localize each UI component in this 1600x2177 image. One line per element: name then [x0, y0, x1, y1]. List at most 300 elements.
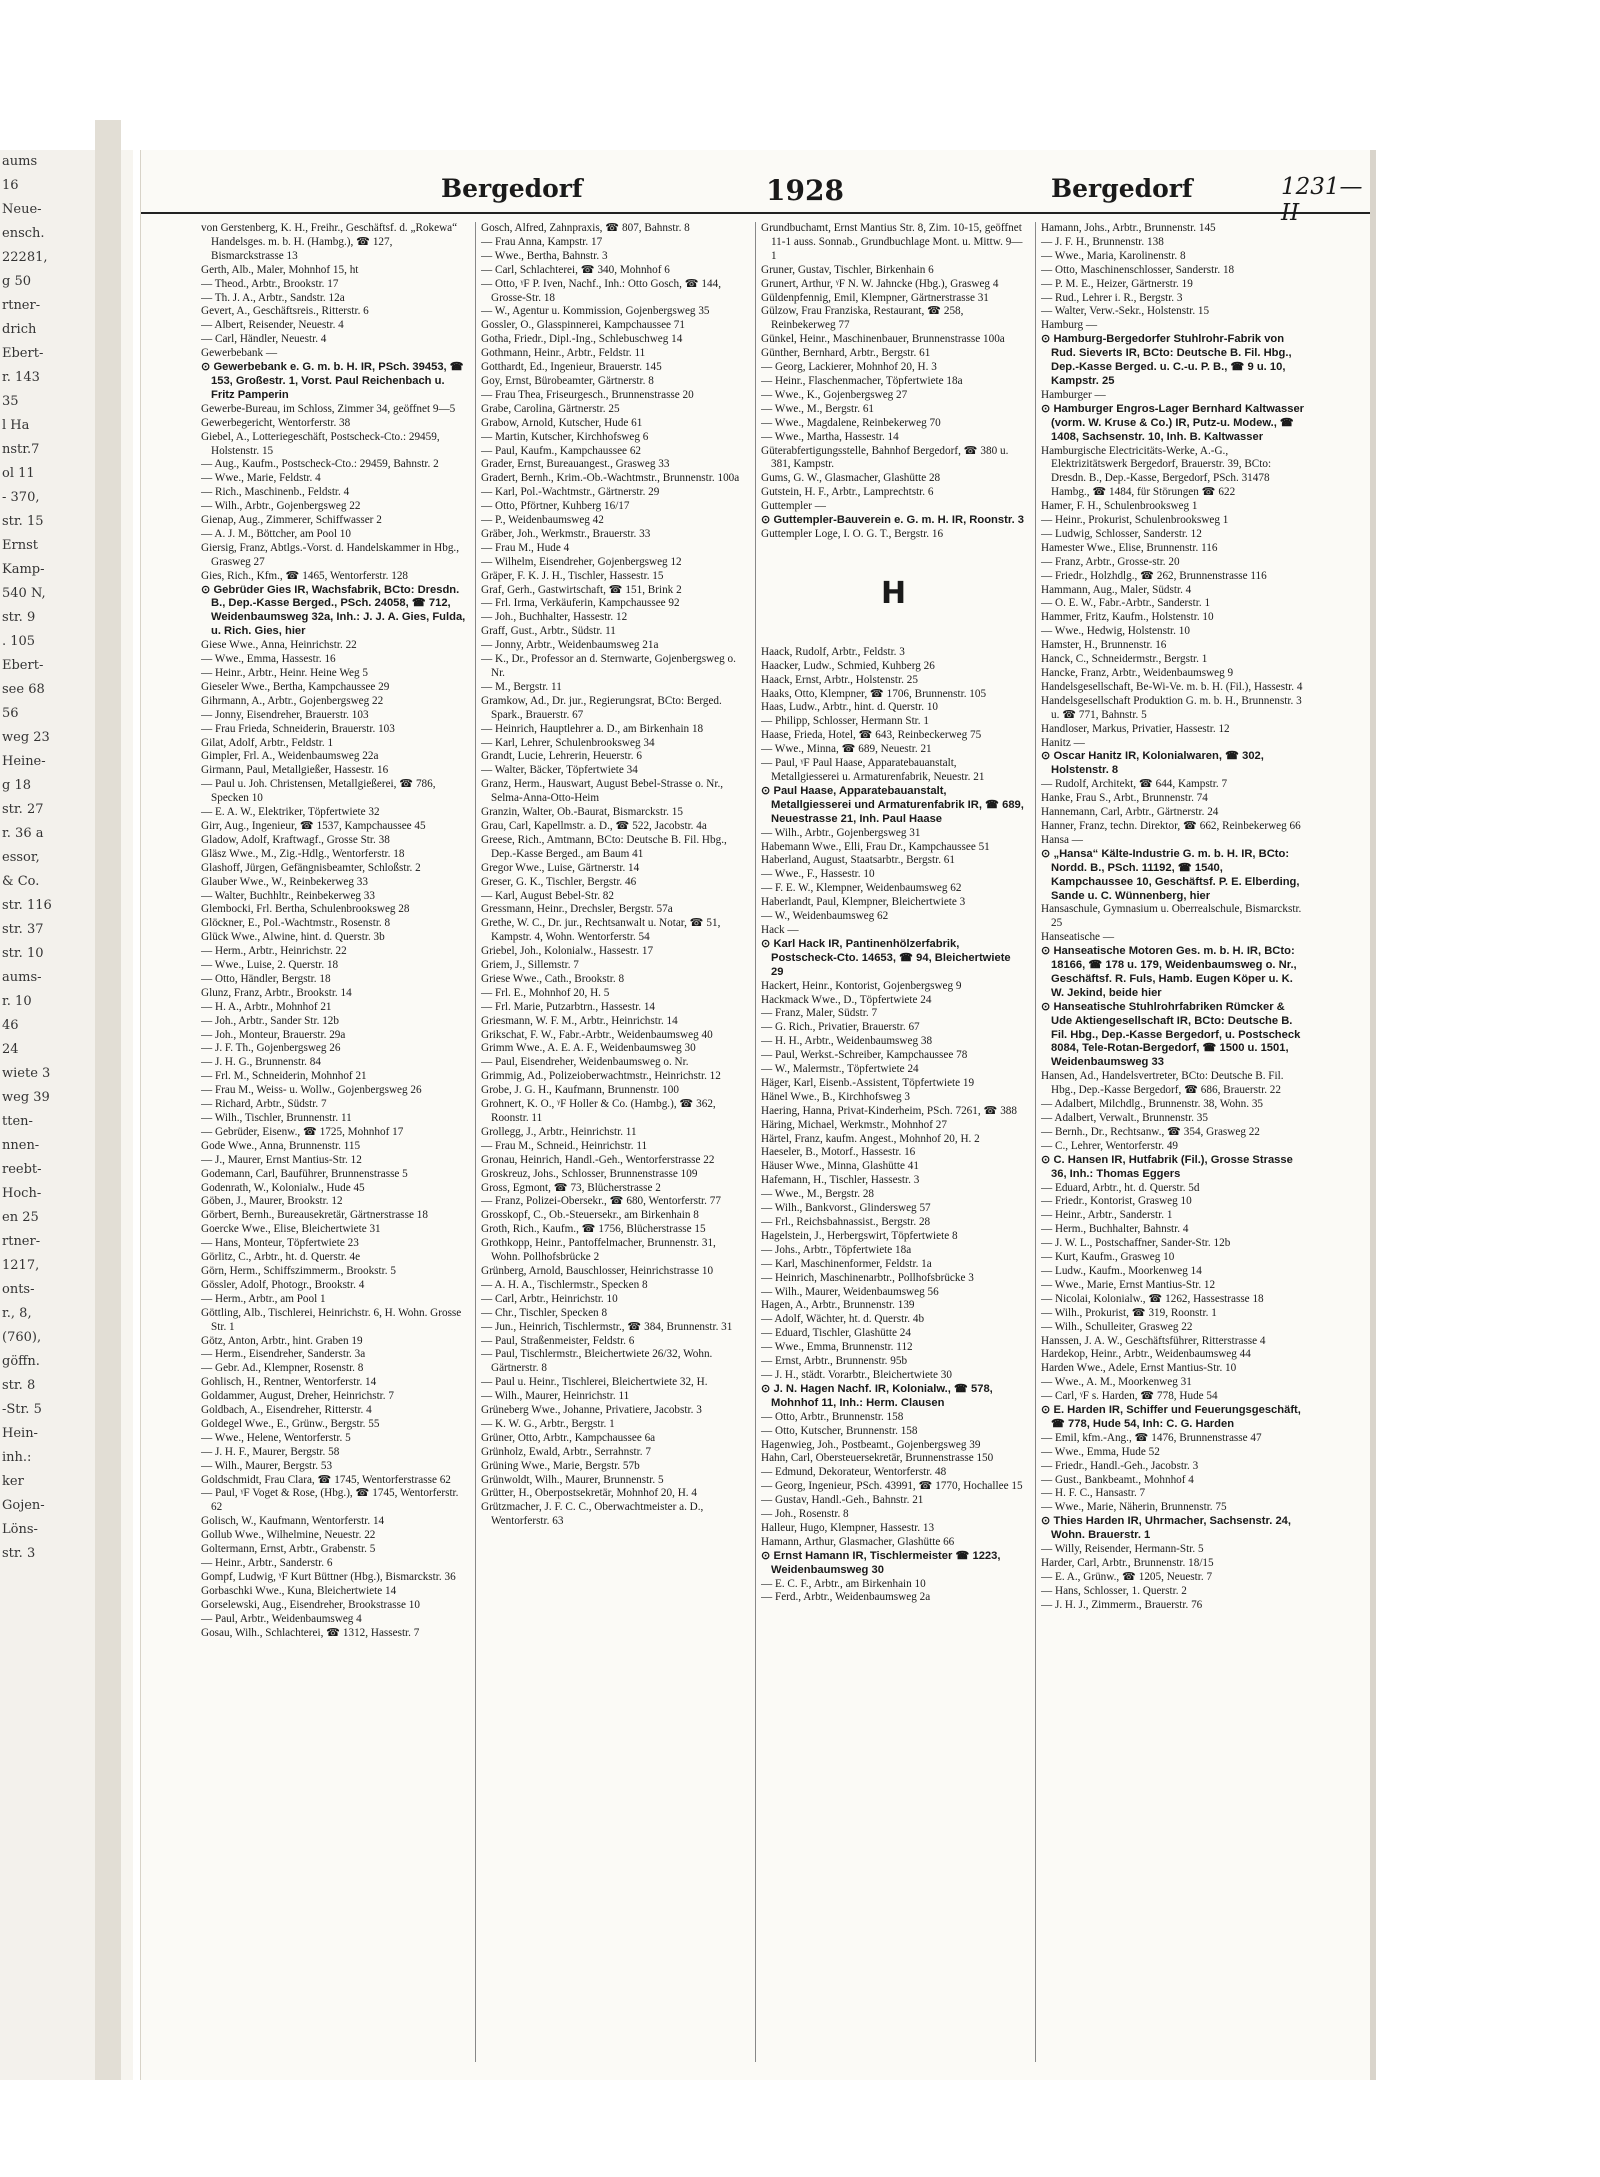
directory-entry: Güterabfertigungsstelle, Bahnhof Bergedorf, ☎ 380 u. 381, Kampstr. [761, 444, 1009, 471]
directory-entry: — Frl. M., Schneiderin, Mohnhof 21 [201, 1070, 367, 1083]
directory-entry: Hamester Wwe., Elise, Brunnenstr. 116 [1041, 541, 1218, 554]
directory-entry: — Frau Thea, Friseurgesch., Brunnenstrasse 20 [481, 388, 694, 401]
directory-entry: — Wwe., Maria, Karolinenstr. 8 [1041, 249, 1186, 262]
directory-entry: — Ferd., Arbtr., Weidenbaumsweg 2a [761, 1591, 931, 1604]
directory-entry: Görlitz, C., Arbtr., ht. d. Querstr. 4e [201, 1251, 361, 1264]
directory-entry: Groskreuz, Johs., Schlosser, Brunnenstrasse 109 [481, 1167, 698, 1180]
directory-entry: Grosskopf, C., Ob.-Steuersekr., am Birkenhain 8 [481, 1209, 699, 1222]
directory-entry: Grimmig, Ad., Polizeioberwachtmstr., Heinrichstr. 12 [481, 1070, 721, 1083]
directory-entry: Griebel, Joh., Kolonialw., Hassestr. 17 [481, 945, 654, 958]
directory-entry: Grünberg, Arnold, Bauschlosser, Heinrichstrasse 10 [481, 1264, 714, 1277]
directory-entry: Halleur, Hugo, Klempner, Hassestr. 13 [761, 1521, 935, 1534]
previous-page-fragment: g 50 [2, 274, 31, 289]
directory-entry: Haberlandt, Paul, Klempner, Bleichertwiete 3 [761, 896, 966, 909]
previous-page-fragment: weg 39 [2, 1090, 50, 1105]
directory-entry: — Wilh., Maurer, Weidenbaumsweg 56 [761, 1285, 939, 1298]
directory-entry: Giese Wwe., Anna, Heinrichstr. 22 [201, 639, 357, 652]
directory-entry: — Otto, Pförtner, Kuhberg 16/17 [481, 500, 630, 513]
directory-entry: Glunz, Franz, Arbtr., Brookstr. 14 [201, 986, 352, 999]
directory-entry: — Paul, Arbtr., Weidenbaumsweg 4 [201, 1612, 362, 1625]
directory-entry: — Wwe., Emma, Hassestr. 16 [201, 653, 336, 666]
directory-entry: Harden Wwe., Adele, Ernst Mantius-Str. 10 [1041, 1362, 1237, 1375]
directory-entry: Haase, Frieda, Hotel, ☎ 643, Reinbeckerweg 75 [761, 729, 982, 742]
directory-entry: Göben, J., Maurer, Brookstr. 12 [201, 1195, 343, 1208]
directory-entry: — C., Lehrer, Wentorferstr. 49 [1041, 1139, 1179, 1152]
directory-entry: — Joh., Arbtr., Sander Str. 12b [201, 1014, 339, 1027]
directory-entry: Häring, Michael, Werkmstr., Mohnhof 27 [761, 1118, 947, 1131]
directory-entry: Gutstein, H. F., Arbtr., Lamprechtstr. 6 [761, 486, 934, 499]
previous-page-fragment: Hoch- [2, 1186, 42, 1201]
firm-entry: ⊙ Thies Harden IR, Uhrmacher, Sachsenstr. 24, Wohn. Brauerstr. 1 [1041, 1515, 1292, 1542]
directory-entry: — Ludw., Kaufm., Moorkenweg 14 [1041, 1264, 1202, 1277]
directory-entry: Goldschmidt, Frau Clara, ☎ 1745, Wentorferstrasse 62 [201, 1473, 451, 1486]
directory-entry: — Nicolai, Kolonialw., ☎ 1262, Hassestrasse 18 [1041, 1292, 1264, 1305]
directory-entry: — Joh., Buchhalter, Hassestr. 12 [481, 611, 628, 624]
previous-page-fragment: onts- [2, 1282, 35, 1297]
directory-entry: Grimm Wwe., A. E. A. F., Weidenbaumsweg 30 [481, 1042, 696, 1055]
directory-entry: — Wwe., K., Gojenbergsweg 27 [761, 388, 908, 401]
previous-page-fragment: 56 [2, 706, 19, 721]
directory-entry: — Wilh., Tischler, Brunnenstr. 11 [201, 1112, 352, 1124]
directory-entry: — Walter, Verw.-Sekr., Holstenstr. 15 [1041, 305, 1210, 318]
directory-entry: — W., Agentur u. Kommission, Gojenbergsweg 35 [481, 305, 710, 318]
directory-entry: — Johs., Arbtr., Töpfertwiete 18a [761, 1243, 912, 1256]
directory-entry: — Otto, Kutscher, Brunnenstr. 158 [761, 1424, 918, 1437]
directory-entry: — J. W. L., Postschaffner, Sander-Str. 12b [1041, 1237, 1231, 1250]
directory-entry: — Wwe., A. M., Moorkenweg 31 [1041, 1376, 1192, 1389]
directory-entry: Gothmann, Heinr., Arbtr., Feldstr. 11 [481, 347, 646, 360]
directory-entry: — Adalbert, Verwalt., Brunnenstr. 35 [1041, 1112, 1208, 1124]
directory-entry: Glück Wwe., Alwine, hint. d. Querstr. 3b [201, 931, 385, 944]
directory-entry: Günther, Bernhard, Arbtr., Bergstr. 61 [761, 347, 931, 360]
directory-entry: Hamburger — [1041, 388, 1106, 401]
directory-entry: — Karl, Lehrer, Schulenbrooksweg 34 [481, 736, 655, 749]
directory-entry: Gorbaschki Wwe., Kuna, Bleichertwiete 14 [201, 1584, 397, 1597]
previous-page-fragment: str. 8 [2, 1378, 36, 1393]
directory-entry: Goercke Wwe., Elise, Bleichertwiete 31 [201, 1223, 381, 1236]
directory-entry: Haberland, August, Staatsarbtr., Bergstr. 61 [761, 854, 955, 867]
previous-page-fragment: g 18 [2, 778, 31, 793]
previous-page-fragment: drich [2, 322, 37, 337]
directory-entry: Granzin, Walter, Ob.-Baurat, Bismarckstr. 15 [481, 806, 683, 819]
previous-page-fragment: ol 11 [2, 466, 35, 481]
directory-entry: — Herm., Eisendreher, Sanderstr. 3a [201, 1348, 366, 1361]
page-header [141, 172, 1371, 226]
directory-entry: — K. W. G., Arbtr., Bergstr. 1 [481, 1417, 615, 1430]
directory-entry: — Wwe., Emma, Brunnenstr. 112 [761, 1341, 913, 1354]
directory-entry: Grütter, H., Oberpostsekretär, Mohnhof 20, H. 4 [481, 1487, 697, 1500]
previous-page-fragment: nnen- [2, 1138, 40, 1153]
directory-entry: — Martin, Kutscher, Kirchhofsweg 6 [481, 430, 649, 443]
directory-entry: Gums, G. W., Glasmacher, Glashütte 28 [761, 472, 941, 485]
directory-entry: — Ernst, Arbtr., Brunnenstr. 95b [761, 1355, 908, 1368]
directory-entry: — Wwe., Emma, Hude 52 [1041, 1445, 1160, 1458]
previous-page-fragment: -Str. 5 [2, 1402, 42, 1417]
directory-entry: Haaks, Otto, Klempner, ☎ 1706, Brunnenstr. 105 [761, 687, 987, 700]
section-letter: H [880, 575, 907, 611]
directory-entry: Grabow, Arnold, Kutscher, Hude 61 [481, 416, 643, 429]
directory-entry: — Heinrich, Maschinenarbtr., Pollhofsbrücke 3 [761, 1271, 974, 1284]
previous-page-fragment: wiete 3 [2, 1066, 51, 1081]
previous-page-fragment: str. 116 [2, 898, 52, 913]
directory-entry: Gieseler Wwe., Bertha, Kampchaussee 29 [201, 680, 390, 693]
previous-page-fragment: nstr.7 [2, 442, 40, 457]
directory-entry: Goldbach, A., Eisendreher, Ritterstr. 4 [201, 1404, 372, 1417]
directory-entry: — Heinr., Flaschenmacher, Töpfertwiete 18a [761, 374, 963, 387]
directory-entry: — Frl. Marie, Putzarbtrn., Hassestr. 14 [481, 1000, 656, 1013]
directory-entry: Görbert, Bernh., Bureausekretär, Gärtnerstrasse 18 [201, 1209, 428, 1222]
previous-page-fragment: aums- [2, 970, 42, 985]
firm-entry: ⊙ C. Hansen IR, Hutfabrik (Fil.), Grosse Strasse 36, Inh.: Thomas Eggers [1041, 1153, 1293, 1180]
previous-page-fragment: 35 [2, 394, 19, 409]
directory-entry: — Wilh., Prokurist, ☎ 319, Roonstr. 1 [1041, 1306, 1217, 1319]
directory-entry: — Eduard, Tischler, Glashütte 24 [761, 1327, 911, 1340]
directory-entry: Glashoff, Jürgen, Gefängnisbeamter, Schloßstr. 2 [201, 861, 421, 874]
book-gutter-inner [121, 150, 133, 2080]
directory-entry: — Wwe., M., Bergstr. 28 [761, 1188, 875, 1201]
directory-entry: — J. F. H., Brunnenstr. 138 [1041, 235, 1164, 248]
directory-entry: — Rudolf, Architekt, ☎ 644, Kampstr. 7 [1041, 778, 1228, 791]
directory-entry: — H. A., Arbtr., Mohnhof 21 [201, 1000, 332, 1013]
previous-page-fragment: Ebert- [2, 346, 44, 361]
directory-entry: — P., Weidenbaumsweg 42 [481, 514, 604, 527]
directory-entry: — Friedr., Kontorist, Grasweg 10 [1041, 1195, 1192, 1208]
directory-entry: — Paul, Straßenmeister, Feldstr. 6 [481, 1334, 635, 1347]
directory-entry: Griesmann, W. F. M., Arbtr., Heinrichstr. 14 [481, 1014, 678, 1027]
directory-entry: Gradert, Bernh., Krim.-Ob.-Wachtmstr., Brunnenstr. 100a [481, 472, 740, 485]
directory-entry: Hanke, Frau S., Arbt., Brunnenstr. 74 [1041, 792, 1208, 805]
directory-entry: — Jonny, Eisendreher, Brauerstr. 103 [201, 708, 369, 721]
directory-entry: Gronau, Heinrich, Handl.-Geh., Wentorferstrasse 22 [481, 1153, 715, 1166]
directory-entry: — Wwe., Minna, ☎ 689, Neuestr. 21 [761, 743, 932, 756]
firm-entry: ⊙ Gewerbebank e. G. m. b. H. IR, PSch. 39453, ☎ 153, Großestr. 1, Vorst. Paul Reichenbach u. Fritz Pamperin [201, 361, 464, 401]
header-year: 1928 [766, 174, 844, 207]
directory-entry: Hanitz — [1041, 736, 1085, 749]
directory-entry: Glembocki, Frl. Bertha, Schulenbrooksweg 28 [201, 903, 410, 916]
directory-entry: Guttempler — [761, 500, 826, 513]
directory-entry: Hanck, C., Schneidermstr., Bergstr. 1 [1041, 653, 1208, 666]
directory-entry: — Gebrüder, Eisenw., ☎ 1725, Mohnhof 17 [201, 1125, 404, 1138]
directory-entry: Hackmack Wwe., D., Töpfertwiete 24 [761, 993, 932, 1006]
directory-entry: — Frl., Reichsbahnassist., Bergstr. 28 [761, 1216, 931, 1228]
directory-entry: — Franz, Polizei-Obersekr., ☎ 680, Wentorferstr. 77 [481, 1195, 721, 1208]
directory-entry: Godenrath, W., Kolonialw., Hude 45 [201, 1181, 365, 1194]
directory-entry: Hagenwieg, Joh., Postbeamt., Gojenbergsweg 39 [761, 1438, 981, 1451]
previous-page-fragment: r. 143 [2, 370, 40, 385]
directory-entry: — Wilhelm, Eisendreher, Gojenbergsweg 12 [481, 555, 682, 568]
directory-entry: Gladow, Adolf, Kraftwagf., Grosse Str. 38 [201, 833, 390, 846]
directory-entry: — Paul, Eisendreher, Weidenbaumsweg o. Nr. [481, 1056, 689, 1069]
directory-entry: — Paul, Kaufm., Kampchaussee 62 [481, 444, 642, 457]
directory-entry: — Wilh., Schulleiter, Grasweg 22 [1041, 1320, 1193, 1333]
directory-entry: — Willy, Reisender, Hermann-Str. 5 [1041, 1543, 1204, 1556]
directory-entry: von Gerstenberg, K. H., Freihr., Geschäftsf. d. „Rokewa“ Handelsges. m. b. H. (Hambg.), ☎ 127, Bismarckstrasse 13 [201, 222, 458, 262]
directory-entry: — Carl, Arbtr., Heinrichstr. 10 [481, 1292, 618, 1305]
directory-entry: — Georg, Lackierer, Mohnhof 20, H. 3 [761, 361, 937, 374]
directory-entry: — Hans, Monteur, Töpfertwiete 23 [201, 1237, 359, 1250]
directory-entry: — Wwe., Marie, Feldstr. 4 [201, 472, 321, 485]
firm-entry: ⊙ Hamburg-Bergedorfer Stuhlrohr-Fabrik von Rud. Sieverts IR, BCto: Deutsche B. Fil. Hbg., Dep.-Kasse Berged. u. C.-u. P. B., ☎ 9 u. 10, Kampstr. 25 [1041, 333, 1292, 387]
directory-entry: — Aug., Kaufm., Postscheck-Cto.: 29459, Bahnstr. 2 [201, 458, 439, 471]
firm-entry: ⊙ Gebrüder Gies IR, Wachsfabrik, BCto: Dresdn. B., Dep.-Kasse Berged., PSch. 24058, ☎ 712, Weidenbaumsweg 32a, Inh.: J. J. A. Gies, Fulda, u. Rich. Gies, hier [201, 583, 466, 638]
directory-entry: Haack, Rudolf, Arbtr., Feldstr. 3 [761, 645, 905, 658]
column-2 [481, 222, 746, 2062]
directory-entry: Hänel Wwe., B., Kirchhofsweg 3 [761, 1090, 910, 1103]
directory-entry: — O. E. W., Fabr.-Arbtr., Sanderstr. 1 [1041, 597, 1211, 610]
directory-entry: — Carl, ᵞF s. Harden, ☎ 778, Hude 54 [1041, 1390, 1218, 1403]
directory-entry: — J. H. G., Brunnenstr. 84 [201, 1056, 321, 1069]
directory-entry: Greser, G. K., Tischler, Bergstr. 46 [481, 875, 637, 888]
directory-entry: — Wilh., Arbtr., Gojenbergsweg 31 [761, 826, 921, 839]
directory-entry: Gompf, Ludwig, ᵞF Kurt Büttner (Hbg.), Bismarckstr. 36 [201, 1570, 456, 1583]
directory-entry: Giersig, Franz, Abtlgs.-Vorst. d. Handelskammer in Hbg., Grasweg 27 [201, 541, 460, 568]
directory-entry: Gregor Wwe., Luise, Gärtnerstr. 14 [481, 861, 640, 874]
directory-entry: — J. F. Th., Gojenbergsweg 26 [201, 1042, 341, 1055]
directory-entry: Hannemann, Carl, Arbtr., Gärtnerstr. 24 [1041, 806, 1219, 819]
directory-entry: Hafemann, H., Tischler, Hassestr. 3 [761, 1174, 920, 1187]
directory-entry: Handelsgesellschaft Produktion G. m. b. H., Brunnenstr. 3 u. ☎ 771, Bahnstr. 5 [1041, 694, 1302, 721]
directory-entry: — Th. J. A., Arbtr., Sandstr. 12a [201, 291, 345, 304]
previous-page-fragment: en 25 [2, 1210, 39, 1225]
directory-entry: — Wwe., M., Bergstr. 61 [761, 402, 875, 415]
directory-entry: Groth, Rich., Kaufm., ☎ 1756, Blücherstrasse 15 [481, 1223, 706, 1236]
directory-entry: — Albert, Reisender, Neuestr. 4 [201, 319, 344, 332]
directory-entry: — Walter, Bäcker, Töpfertwiete 34 [481, 764, 638, 777]
previous-page-fragment: (760), [2, 1330, 42, 1345]
directory-entry: — Otto, Arbtr., Brunnenstr. 158 [761, 1410, 904, 1423]
directory-entry: Hansaschule, Gymnasium u. Oberrealschule, Bismarckstr. 25 [1041, 903, 1302, 930]
header-right-title: Bergedorf [1051, 174, 1193, 203]
directory-entry: — Herm., Arbtr., Heinrichstr. 22 [201, 945, 347, 958]
directory-entry: — Wwe., Bertha, Bahnstr. 3 [481, 249, 608, 262]
previous-page-fragment: . 105 [2, 634, 36, 649]
previous-page-fragment: r., 8, [2, 1306, 32, 1321]
directory-entry: Hancke, Franz, Arbtr., Weidenbaumsweg 9 [1041, 667, 1234, 679]
directory-entry: — Wilh., Bankvorst., Glindersweg 57 [761, 1202, 931, 1215]
directory-entry: — Wwe., Luise, 2. Querstr. 18 [201, 959, 339, 972]
directory-entry: Hagelstein, J., Herbergswirt, Töpfertwiete 8 [761, 1229, 958, 1242]
directory-entry: Girmann, Paul, Metallgießer, Hassestr. 16 [201, 764, 389, 777]
directory-entry: — A. J. M., Böttcher, am Pool 10 [201, 527, 351, 540]
directory-entry: — Heinr., Arbtr., Sanderstr. 1 [1041, 1209, 1173, 1222]
directory-entry: Hamer, F. H., Schulenbrooksweg 1 [1041, 500, 1198, 513]
directory-entry: — Georg, Ingenieur, PSch. 43991, ☎ 1770, Hochallee 15 [761, 1480, 1023, 1493]
directory-entry: Görn, Herm., Schiffszimmerm., Brookstr. 5 [201, 1264, 396, 1277]
directory-entry: Grüning Wwe., Marie, Bergstr. 57b [481, 1459, 640, 1472]
previous-page-fragment: Ebert- [2, 658, 44, 673]
directory-entry: Gössler, Adolf, Photogr., Brookstr. 4 [201, 1278, 365, 1291]
directory-entry: Greese, Rich., Amtmann, BCto: Deutsche B. Fil. Hbg., Dep.-Kasse Berged., am Baum 41 [481, 833, 727, 860]
previous-page-fragment: Hein- [2, 1426, 38, 1441]
directory-entry: — Chr., Tischler, Specken 8 [481, 1306, 608, 1319]
previous-page-fragment: & Co. [2, 874, 40, 889]
directory-entry: Hammann, Aug., Maler, Südstr. 4 [1041, 583, 1192, 596]
directory-entry: Habemann Wwe., Elli, Frau Dr., Kampchaussee 51 [761, 840, 990, 853]
directory-entry: Haack, Ernst, Arbtr., Holstenstr. 25 [761, 673, 918, 686]
directory-entry: Gode Wwe., Anna, Brunnenstr. 115 [201, 1139, 361, 1152]
page-right-edge [1370, 150, 1376, 2080]
directory-entry: — Carl, Händler, Neuestr. 4 [201, 333, 327, 346]
directory-entry: — Frl. Irma, Verkäuferin, Kampchaussee 92 [481, 597, 680, 610]
previous-page-fragment: göffn. [2, 1354, 40, 1369]
directory-entry: Grabe, Carolina, Gärtnerstr. 25 [481, 402, 620, 415]
directory-entry: Hackert, Heinr., Kontorist, Gojenbergsweg 9 [761, 979, 962, 992]
directory-entry: — Franz, Maler, Südstr. 7 [761, 1007, 878, 1020]
directory-entry: Glauber Wwe., W., Reinbekerweg 33 [201, 875, 368, 888]
directory-entry: Hansa — [1041, 833, 1083, 846]
directory-entry: — Frau Frieda, Schneiderin, Brauerstr. 103 [201, 722, 395, 735]
directory-entry: — Frau Anna, Kampstr. 17 [481, 235, 603, 248]
page-number: 1231—II [1281, 174, 1363, 226]
directory-entry: — Wwe., Helene, Wentorferstr. 5 [201, 1431, 351, 1444]
directory-entry: Gorselewski, Aug., Eisendreher, Brookstrasse 10 [201, 1598, 420, 1611]
firm-entry: ⊙ Hamburger Engros-Lager Bernhard Kaltwasser (vorm. W. Kruse & Co.) IR, Putz-u. Modew., ☎ 1408, Sachsenstr. 10, Inh. B. Kaltwasser [1041, 402, 1305, 443]
directory-entry: — J. H., städt. Vorarbtr., Bleichertwiete 30 [761, 1368, 952, 1381]
directory-entry: — Adolf, Wächter, ht. d. Querstr. 4b [761, 1313, 925, 1326]
directory-entry: Goldegel Wwe., E., Grünw., Bergstr. 55 [201, 1417, 380, 1430]
previous-page-fragment: Gojen- [2, 1498, 45, 1513]
previous-page-fragment: 22281, [2, 250, 48, 265]
directory-entry: — M., Bergstr. 11 [481, 680, 562, 693]
directory-entry: — Wwe., F., Hassestr. 10 [761, 868, 875, 881]
directory-entry: — Wilh., Maurer, Bergstr. 53 [201, 1459, 333, 1472]
directory-entry: — Paul, Tischlermstr., Bleichertwiete 26/32, Wohn. Gärtnerstr. 8 [481, 1348, 713, 1375]
directory-entry: Haacker, Ludw., Schmied, Kuhberg 26 [761, 659, 935, 672]
directory-entry: — Edmund, Dekorateur, Wentorferstr. 48 [761, 1466, 947, 1479]
directory-entry: — Wwe., Martha, Hassestr. 14 [761, 430, 899, 443]
directory-entry: — Adalbert, Milchdlg., Brunnenstr. 38, Wohn. 35 [1041, 1098, 1264, 1111]
directory-entry: Gläsz Wwe., M., Zig.-Hdlg., Wentorferstr. 18 [201, 847, 405, 860]
previous-page-fragment: str. 3 [2, 1546, 36, 1561]
directory-entry: Hanner, Franz, techn. Direktor, ☎ 662, Reinbekerweg 66 [1041, 819, 1301, 832]
directory-entry: Grüneberg Wwe., Johanne, Privatiere, Jacobstr. 3 [481, 1404, 702, 1417]
directory-entry: Grobe, J. G. H., Kaufmann, Brunnenstr. 100 [481, 1084, 679, 1097]
directory-entry: — Heinrich, Hauptlehrer a. D., am Birkenhain 18 [481, 722, 704, 735]
directory-entry: Glöckner, E., Pol.-Wachtmstr., Rosenstr. 8 [201, 917, 391, 930]
directory-entry: — Herm., Buchhalter, Bahnstr. 4 [1041, 1223, 1189, 1236]
firm-entry: ⊙ E. Harden IR, Schiffer und Feuerungsgeschäft, ☎ 778, Hude 54, Inh: C. G. Harden [1041, 1404, 1301, 1430]
directory-entry: Gosau, Wilh., Schlachterei, ☎ 1312, Hassestr. 7 [201, 1626, 420, 1639]
directory-entry: — Frl. E., Mohnhof 20, H. 5 [481, 986, 610, 999]
firm-entry: ⊙ J. N. Hagen Nachf. IR, Kolonialw., ☎ 578, Mohnhof 11, Inh.: Herm. Clausen [761, 1382, 993, 1409]
directory-entry: — W., Malermstr., Töpfertwiete 24 [761, 1063, 919, 1076]
firm-entry: ⊙ Oscar Hanitz IR, Kolonialwaren, ☎ 302, Holstenstr. 8 [1041, 750, 1264, 777]
directory-entry: — Carl, Schlachterei, ☎ 340, Mohnhof 6 [481, 263, 670, 276]
directory-entry: — A. H. A., Tischlermstr., Specken 8 [481, 1278, 648, 1291]
previous-page-fragment: l Ha [2, 418, 30, 433]
directory-entry: Haeseler, B., Motorf., Hassestr. 16 [761, 1146, 916, 1159]
directory-entry: Götz, Anton, Arbtr., hint. Graben 19 [201, 1334, 363, 1347]
directory-entry: Gollub Wwe., Wilhelmine, Neuestr. 22 [201, 1529, 376, 1542]
directory-entry: — Gust., Bankbeamt., Mohnhof 4 [1041, 1473, 1194, 1486]
directory-entry: Grunert, Arthur, ᵞF N. W. Jahncke (Hbg.), Grasweg 4 [761, 277, 999, 290]
directory-entry: Giebel, A., Lotteriegeschäft, Postscheck-Cto.: 29459, Holstenstr. 15 [201, 430, 440, 457]
directory-entry: Hardekop, Heinr., Arbtr., Weidenbaumsweg 44 [1041, 1348, 1251, 1361]
directory-entry: Hamburg — [1041, 319, 1098, 332]
previous-page-fragment: Neue- [2, 202, 42, 217]
directory-entry: Häuser Wwe., Minna, Glashütte 41 [761, 1160, 919, 1173]
directory-entry: — Wwe., Hedwig, Holstenstr. 10 [1041, 625, 1190, 638]
column-divider [755, 222, 756, 2062]
directory-entry: — Karl, Maschinenformer, Feldstr. 1a [761, 1257, 932, 1270]
directory-entry: Hamburgische Electricitäts-Werke, A.-G., Elektrizitätswerk Bergedorf, Brauerstr. 39, BCto: Dresdn. B., Dep.-Kasse, Bergedorf, PSch. 31478 Hambg., ☎ 1484, für Störungen ☎ 622 [1041, 444, 1272, 499]
directory-entry: Hamster, H., Brunnenstr. 16 [1041, 639, 1167, 652]
firm-entry: ⊙ Hanseatische Motoren Ges. m. b. H. IR, BCto: 18166, ☎ 178 u. 179, Weidenbaumsweg o. Nr., Geschäftsf. R. Fuls, Hamb. Eugen Köper u. K. W. Jekind, beide hier [1041, 945, 1297, 999]
previous-page-fragment: 1217, [2, 1258, 40, 1273]
previous-page-fragment: ensch. [2, 226, 45, 241]
directory-entry: — Kurt, Kaufm., Grasweg 10 [1041, 1251, 1175, 1264]
directory-entry: Gülzow, Frau Franziska, Restaurant, ☎ 258, Reinbekerweg 77 [761, 305, 964, 332]
directory-entry: Gräper, F. K. J. H., Tischler, Hassestr. 15 [481, 569, 664, 582]
directory-entry: — F. E. W., Klempner, Weidenbaumsweg 62 [761, 882, 962, 895]
previous-page-fragment: str. 15 [2, 514, 44, 529]
column-3 [761, 222, 1026, 2062]
directory-entry: — Hans, Schlosser, 1. Querstr. 2 [1041, 1584, 1187, 1597]
directory-entry: — Wilh., Arbtr., Gojenbergsweg 22 [201, 500, 361, 513]
directory-entry: — Paul u. Joh. Christensen, Metallgießerei, ☎ 786, Specken 10 [201, 778, 436, 805]
previous-page-fragment: - 370, [2, 490, 40, 505]
directory-entry: — H. F. C., Hansastr. 7 [1041, 1487, 1146, 1500]
directory-entry: Girr, Aug., Ingenieur, ☎ 1537, Kampchaussee 45 [201, 819, 426, 832]
directory-entry: Hamann, Arthur, Glasmacher, Glashütte 66 [761, 1535, 955, 1548]
directory-entry: Gotha, Friedr., Dipl.-Ing., Schlebuschweg 14 [481, 333, 683, 346]
previous-page-edge [0, 150, 96, 2080]
directory-entry: — Otto, Maschinenschlosser, Sanderstr. 18 [1041, 263, 1235, 276]
previous-page-fragment: inh.: [2, 1450, 32, 1465]
directory-entry: — Rich., Maschinenb., Feldstr. 4 [201, 486, 350, 499]
directory-entry: — W., Weidenbaumsweg 62 [761, 910, 889, 923]
firm-entry: ⊙ Karl Hack IR, Pantinenhölzerfabrik, Postscheck-Cto. 14653, ☎ 94, Bleichertwiete 29 [761, 937, 1011, 978]
directory-entry: — Richard, Arbtr., Südstr. 7 [201, 1098, 327, 1111]
previous-page-fragment: r. 10 [2, 994, 32, 1009]
directory-entry: Güldenpfennig, Emil, Klempner, Gärtnerstrasse 31 [761, 291, 989, 304]
directory-entry: Göttling, Alb., Tischlerei, Heinrichstr. 6, H. Wohn. Grosse Str. 1 [201, 1306, 462, 1333]
directory-entry: Gienap, Aug., Zimmerer, Schiffwasser 2 [201, 514, 382, 527]
directory-entry: — E. A., Grünw., ☎ 1205, Neuestr. 7 [1041, 1570, 1213, 1583]
directory-entry: — Heinr., Arbtr., Sanderstr. 6 [201, 1557, 333, 1569]
directory-entry: — Otto, Händler, Bergstr. 18 [201, 972, 331, 985]
directory-entry: Gressmann, Heinr., Drechsler, Bergstr. 57a [481, 903, 673, 916]
directory-entry: — Joh., Monteur, Brauerstr. 29a [201, 1028, 346, 1041]
previous-page-fragment: Kamp- [2, 562, 45, 577]
directory-entry: Gewerbegericht, Wentorferstr. 38 [201, 416, 351, 429]
directory-entry: Griem, J., Sillemstr. 7 [481, 959, 579, 972]
column-divider [475, 222, 476, 2062]
directory-entry: Gohlisch, H., Rentner, Wentorferstr. 14 [201, 1376, 377, 1389]
directory-entry: — Joh., Rosenstr. 8 [761, 1508, 849, 1521]
directory-page [140, 150, 1371, 2080]
directory-entry: Grützmacher, J. F. C. C., Oberwachtmeister a. D., Wentorferstr. 63 [481, 1501, 704, 1528]
directory-entry: Golisch, W., Kaufmann, Wentorferstr. 14 [201, 1515, 385, 1528]
previous-page-fragment: weg 23 [2, 730, 50, 745]
directory-entry: Graff, Gust., Arbtr., Südstr. 11 [481, 625, 616, 638]
directory-entry: Grünwoldt, Wilh., Maurer, Brunnenstr. 5 [481, 1473, 664, 1486]
previous-page-fragment: rtner- [2, 298, 41, 313]
directory-entry: — J. H. J., Zimmerm., Brauerstr. 76 [1041, 1598, 1203, 1611]
directory-entry: Hahn, Carl, Obersteuersekretär, Brunnenstrasse 150 [761, 1452, 994, 1465]
directory-entry: Grollegg, J., Arbtr., Heinrichstr. 11 [481, 1125, 637, 1138]
directory-entry: Gilat, Adolf, Arbtr., Feldstr. 1 [201, 736, 334, 749]
directory-entry: Hamann, Johs., Arbtr., Brunnenstr. 145 [1041, 222, 1216, 234]
previous-page-fragment: 46 [2, 1018, 19, 1033]
directory-entry: Gross, Egmont, ☎ 73, Blücherstrasse 2 [481, 1181, 661, 1194]
directory-entry: — Gebr. Ad., Klempner, Rosenstr. 8 [201, 1362, 364, 1375]
directory-entry: Granz, Herm., Hauswart, August Bebel-Strasse o. Nr., Selma-Anna-Otto-Heim [481, 778, 724, 805]
previous-page-fragment: aums [2, 154, 38, 169]
directory-entry: — Wwe., Marie, Ernst Mantius-Str. 12 [1041, 1278, 1216, 1291]
directory-entry: Haering, Hanna, Privat-Kinderheim, PSch. 7261, ☎ 388 [761, 1104, 1017, 1117]
directory-entry: — Otto, ᵞF P. Iven, Nachf., Inh.: Otto Gosch, ☎ 144, Grosse-Str. 18 [481, 277, 722, 304]
